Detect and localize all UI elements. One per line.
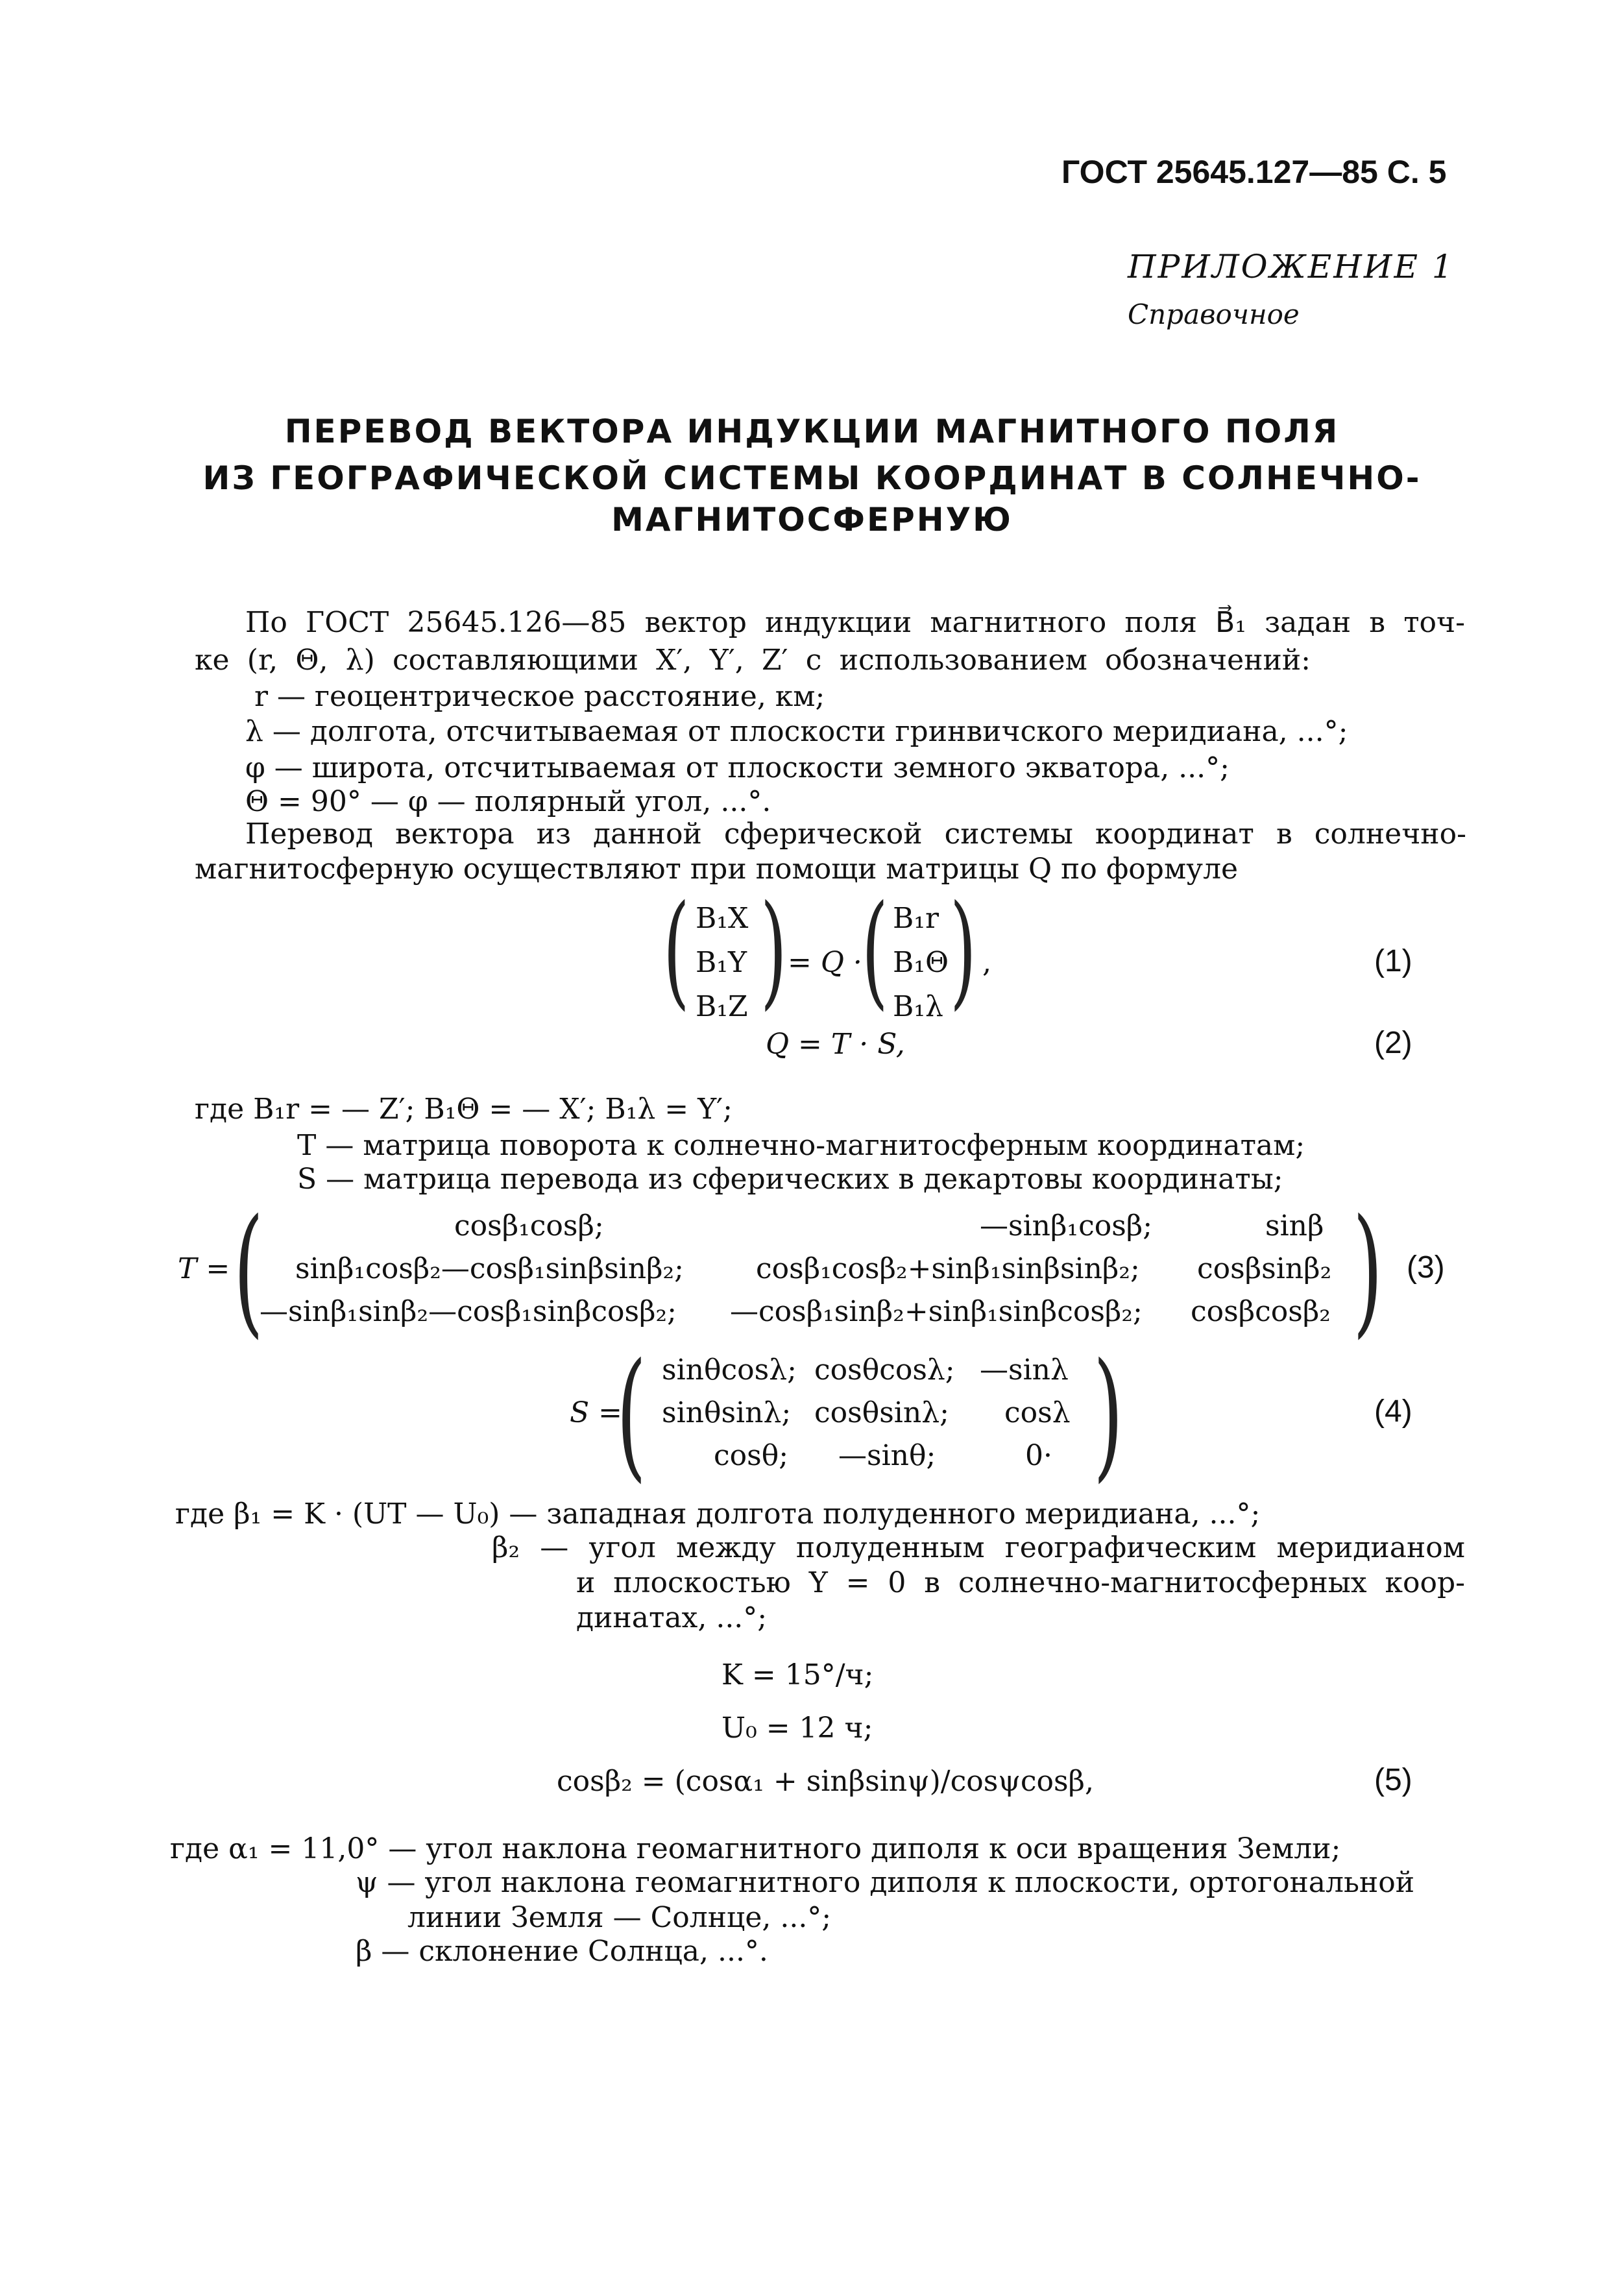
def-phi: φ — широта, отсчитываемая от плоскости земного экватора, ...°; <box>245 751 1230 784</box>
eq3-r3c3: cosβcosβ₂ <box>1191 1295 1331 1328</box>
eq4-r3c3: 0· <box>1025 1439 1052 1472</box>
def-lambda: λ — долгота, отсчитываемая от плоскости гринвичского меридиана, ...°; <box>245 715 1348 748</box>
def-beta2-line-2: и плоскостью Y = 0 в солнечно-магнитосферных коор- <box>576 1566 1465 1599</box>
def-T: T — матрица поворота к солнечно-магнитосферным координатам; <box>297 1129 1305 1162</box>
eq3-r2c1: sinβ₁cosβ₂—cosβ₁sinβsinβ₂; <box>295 1252 684 1285</box>
intro-line-1: По ГОСТ 25645.126—85 вектор индукции магнитного поля B⃗₁ задан в точ- <box>245 606 1465 639</box>
eq1-rhs-row-1: B₁r <box>893 902 939 935</box>
eq4-right-paren: ) <box>1093 1333 1124 1496</box>
eq4-r3c1: cosθ; <box>714 1439 789 1472</box>
def-beta: β — склонение Солнца, ...°. <box>356 1935 768 1968</box>
eq1-rhs-row-2: B₁Θ <box>893 946 949 979</box>
eq4-lhs: S = <box>570 1396 622 1429</box>
def-beta1: где β₁ = K · (UT — U₀) — западная долгота полуденного меридиана, ...°; <box>175 1497 1261 1531</box>
eq4-r2c1: sinθsinλ; <box>662 1396 792 1429</box>
intro-line-2: ке (r, Θ, λ) составляющими X′, Y′, Z′ с использованием обозначений: <box>195 644 1311 677</box>
eq4-r1c1: sinθcosλ; <box>662 1353 797 1387</box>
eq4-r1c3: —sinλ <box>980 1353 1069 1387</box>
constant-U0: U₀ = 12 ч; <box>721 1712 873 1745</box>
where-b1-components: где B₁r = — Z′; B₁Θ = — X′; B₁λ = Y′; <box>195 1093 733 1126</box>
constant-K: K = 15°/ч; <box>721 1658 874 1691</box>
appendix-type: Справочное <box>1128 298 1300 330</box>
eq4-r2c3: cosλ <box>1004 1396 1071 1429</box>
transfer-line-2: магнитосферную осуществляют при помощи матрицы Q по формуле <box>195 853 1239 886</box>
eq3-r1c1: cosβ₁cosβ; <box>454 1209 604 1242</box>
title-line-1: ПЕРЕВОД ВЕКТОРА ИНДУКЦИИ МАГНИТНОГО ПОЛЯ <box>284 413 1340 450</box>
eq3-r1c2: —sinβ₁cosβ; <box>980 1209 1153 1242</box>
eq4-r2c2: cosθsinλ; <box>814 1396 949 1429</box>
title-line-2: ИЗ ГЕОГРАФИЧЕСКОЙ СИСТЕМЫ КООРДИНАТ В СОЛНЕЧНО- <box>202 459 1422 497</box>
eq4-r1c2: cosθcosλ; <box>814 1353 955 1387</box>
eq1-rhs-left-paren: ( <box>862 878 888 1022</box>
eq3-lhs: T = <box>178 1252 230 1285</box>
title-line-3: МАГНИТОСФЕРНУЮ <box>611 501 1013 539</box>
def-psi-line-2: линии Земля — Солнце, ...°; <box>407 1901 832 1934</box>
def-S: S — матрица перевода из сферических в декартовы координаты; <box>297 1163 1283 1196</box>
eq4-r3c2: —sinθ; <box>838 1439 936 1472</box>
eq3-number: (3) <box>1407 1250 1445 1285</box>
eq1-lhs-row-3: B₁Z <box>696 990 748 1023</box>
appendix-label: ПРИЛОЖЕНИЕ 1 <box>1128 248 1455 285</box>
eq3-r1c3: sinβ <box>1265 1209 1324 1242</box>
def-psi-line-1: ψ — угол наклона геомагнитного диполя к плоскости, ортогональной <box>356 1866 1415 1899</box>
eq4-left-paren: ( <box>616 1333 647 1496</box>
eq3-r3c2: —cosβ₁sinβ₂+sinβ₁sinβcosβ₂; <box>730 1295 1143 1328</box>
equation-2: Q = T · S, <box>766 1028 905 1061</box>
eq1-lhs-left-paren: ( <box>663 878 690 1022</box>
def-alpha1: где α₁ = 11,0° — угол наклона геомагнитного диполя к оси вращения Земли; <box>170 1832 1341 1865</box>
eq3-r2c3: cosβsinβ₂ <box>1197 1252 1332 1285</box>
equation-5: cosβ₂ = (cosα₁ + sinβsinψ)/cosψcosβ, <box>557 1765 1094 1798</box>
standard-reference: ГОСТ 25645.127—85 С. 5 <box>1061 154 1447 190</box>
transfer-line-1: Перевод вектора из данной сферической системы координат в солнечно- <box>245 818 1466 851</box>
eq4-number: (4) <box>1374 1394 1412 1429</box>
eq1-lhs-right-paren: ) <box>760 878 787 1022</box>
def-r: r — геоцентрическое расстояние, км; <box>254 680 825 713</box>
eq3-right-paren: ) <box>1353 1189 1383 1351</box>
eq3-r2c2: cosβ₁cosβ₂+sinβ₁sinβsinβ₂; <box>756 1252 1140 1285</box>
eq5-number: (5) <box>1374 1763 1412 1797</box>
eq1-rhs-row-3: B₁λ <box>893 990 943 1023</box>
eq1-rhs-right-paren: ) <box>950 878 976 1022</box>
eq1-lhs-row-1: B₁X <box>696 902 749 935</box>
eq3-left-paren: ( <box>234 1189 264 1351</box>
eq1-operator: = Q · <box>788 946 862 979</box>
eq1-comma: , <box>982 946 991 979</box>
eq3-r3c1: —sinβ₁sinβ₂—cosβ₁sinβcosβ₂; <box>260 1295 677 1328</box>
def-beta2-line-3: динатах, ...°; <box>576 1601 768 1634</box>
def-theta: Θ = 90° — φ — полярный угол, ...°. <box>245 785 771 818</box>
eq1-lhs-row-2: B₁Y <box>696 946 747 979</box>
def-beta2-line-1: β₂ — угол между полуденным географическим меридианом <box>492 1531 1465 1564</box>
eq1-number: (1) <box>1374 944 1412 978</box>
eq2-number: (2) <box>1374 1026 1412 1060</box>
